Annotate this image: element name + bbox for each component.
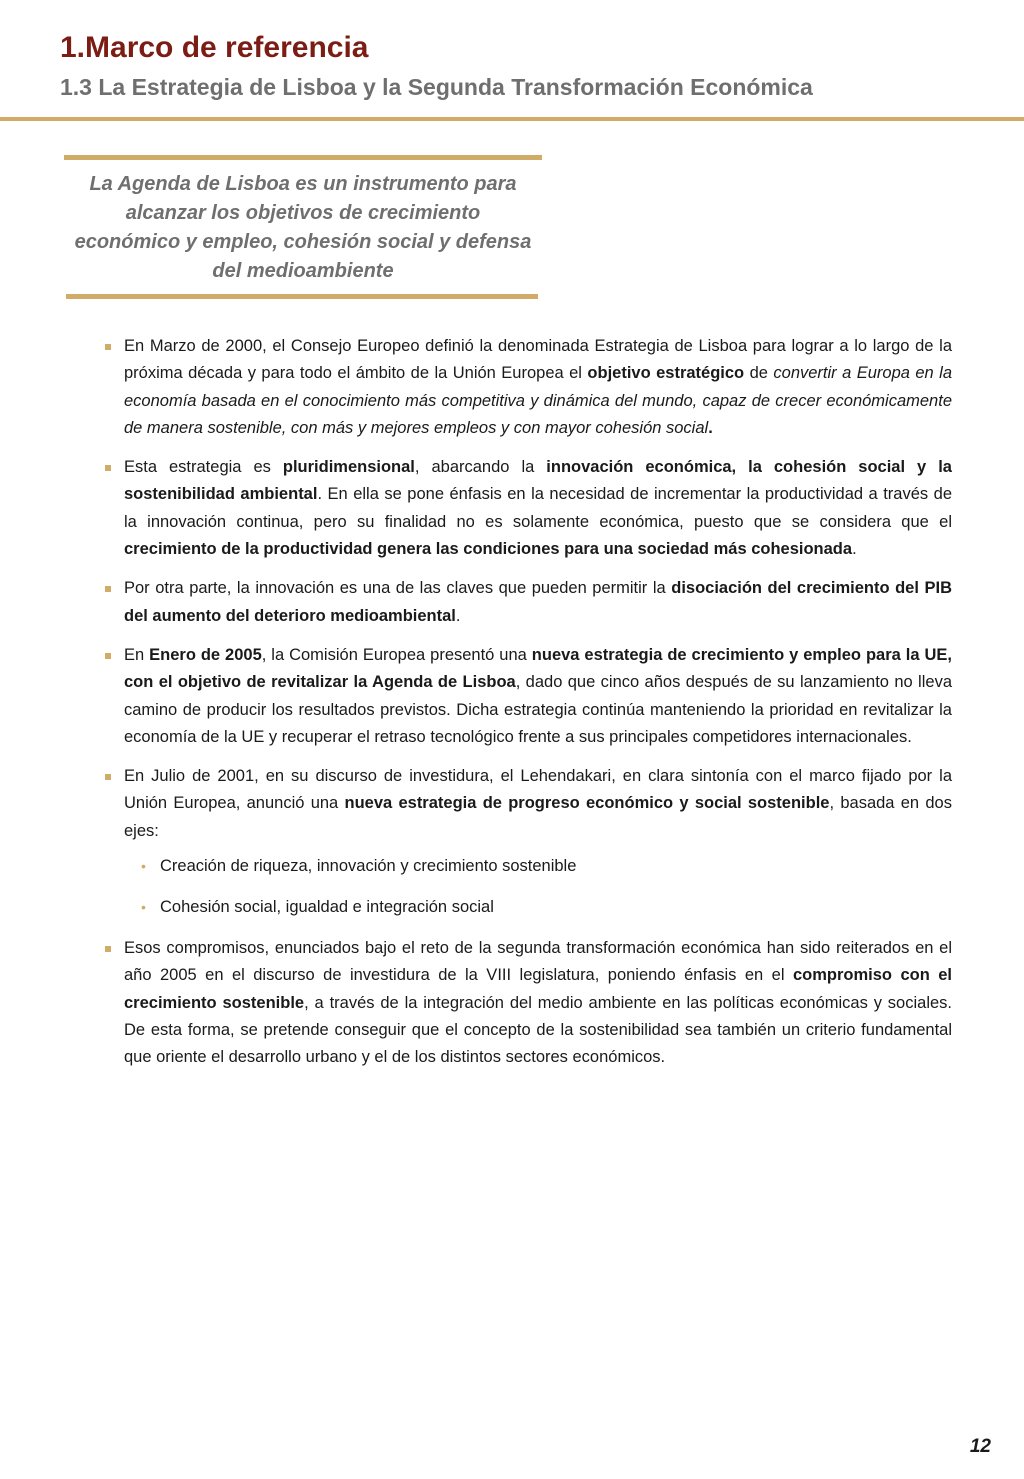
bullet-text (124, 767, 952, 840)
bold-text: compromiso con el crecimiento sostenible (124, 966, 953, 1012)
text-segment: , dado que cinco años después de su lanzamiento no lleva camino de producir los resultados previstos. Dicha estrategia continúa manteniendo la prioridad en revitalizar la economía de la UE y recuperar el retraso tecnológico frente a sus principales competidores internacionales. (124, 673, 952, 746)
text-segment: . (455, 606, 461, 625)
bold-text: pluridimensional (282, 458, 415, 477)
text-segment: , abarcando la (414, 458, 547, 477)
text-segment: . (852, 540, 857, 559)
text-segment: Por otra parte, la innovación es una de las claves que pueden permitir la (124, 579, 672, 598)
callout-bottom-rule (66, 294, 538, 299)
bold-text: nueva estrategia de crecimiento y empleo para la UE, con el objetivo de revitalizar la Agenda de Lisboa (124, 645, 952, 692)
bullet-item (105, 454, 952, 563)
callout-text: La Agenda de Lisboa es un instrumento para alcanzar los objetivos de crecimiento económico y empleo, cohesión social y defensa del medioambiente (74, 173, 532, 282)
square-bullet-icon (105, 653, 111, 659)
text-segment: En Julio de 2001, en su discurso de investidura, el Lehendakari, en clara sintonía con el marco fijado por la Unión Europea, anunció una (124, 767, 952, 813)
text-segment: Esos compromisos, enunciados bajo el reto de la segunda transformación económica han sido reiterados en el año 2005 en el discurso de investidura de la VIII legislatura, poniendo énfasis en el (124, 939, 952, 985)
text-segment: . En ella se pone énfasis en la necesidad de incrementar la productividad a través de la innovación continua, pero su finalidad no es solamente económica, puesto que se considera que el (124, 485, 952, 531)
section-subtitle: 1.3 La Estrategia de Lisboa y la Segunda Transformación Económica (60, 74, 813, 100)
dot-bullet-icon: • (141, 899, 146, 916)
page-header (60, 30, 984, 102)
sub-bullet-item (124, 894, 952, 921)
square-bullet-icon (105, 774, 111, 780)
bold-text: Enero de 2005 (149, 645, 262, 664)
header-divider (0, 117, 1024, 121)
bold-text: nueva estrategia de progreso económico y social sostenible (344, 794, 830, 813)
text-segment: , basada en dos ejes: (124, 794, 952, 840)
bullet-list (105, 333, 952, 1084)
sub-bullet-item (124, 853, 952, 880)
text-segment: , a través de la integración del medio ambiente en las políticas económicas y sociales. De esta forma, se pretende conseguir que el concepto de la sostenibilidad sea también un criterio fundamental que oriente el desarrollo urbano y el de los distintos sectores económicos. (124, 993, 953, 1067)
bold-text: objetivo estratégico (587, 364, 745, 383)
bullet-text (124, 458, 952, 558)
bullet-item (105, 935, 952, 1071)
square-bullet-icon (105, 344, 111, 350)
bold-text: . (708, 418, 713, 437)
text-segment: En Marzo de 2000, el Consejo Europeo definió la denominada Estrategia de Lisboa para lograr a lo largo de la próxima década y para todo el ámbito de la Unión Europea el (124, 337, 952, 383)
page-number: 12 (969, 1436, 991, 1457)
bullet-text (124, 337, 952, 437)
text-segment: Esta estrategia es (124, 458, 283, 477)
text-segment: de (744, 364, 774, 383)
bullet-item (105, 333, 952, 442)
text-segment: En (124, 645, 150, 664)
bullet-text (124, 579, 952, 624)
sub-bullet-text: Cohesión social, igualdad e integración social (160, 898, 494, 917)
text-segment: , la Comisión Europea presentó una (261, 645, 532, 664)
square-bullet-icon (105, 946, 111, 952)
bullet-item (105, 642, 952, 751)
sub-bullet-text: Creación de riqueza, innovación y crecimiento sostenible (160, 857, 577, 876)
sub-bullet-list (124, 853, 952, 921)
dot-bullet-icon: • (141, 858, 146, 875)
page-title: 1.Marco de referencia (60, 31, 369, 64)
bullet-text (124, 939, 952, 1066)
bullet-item (105, 763, 952, 921)
square-bullet-icon (105, 465, 111, 471)
square-bullet-icon (105, 586, 111, 592)
bullet-item (105, 575, 952, 630)
bold-text: disociación del crecimiento del PIB del aumento del deterioro medioambiental (124, 579, 952, 625)
bold-text: crecimiento de la productividad genera las condiciones para una sociedad más cohesionada (124, 540, 853, 559)
callout-box (64, 155, 542, 299)
bold-text: innovación económica, la cohesión social y la sostenibilidad ambiental (124, 458, 952, 504)
bullet-text (124, 646, 952, 746)
italic-text: convertir a Europa en la economía basada en el conocimiento más competitiva y dinámica del mundo, capaz de crecer económicamente de manera sostenible, con más y mejores empleos y con mayor cohesión social (124, 364, 953, 437)
